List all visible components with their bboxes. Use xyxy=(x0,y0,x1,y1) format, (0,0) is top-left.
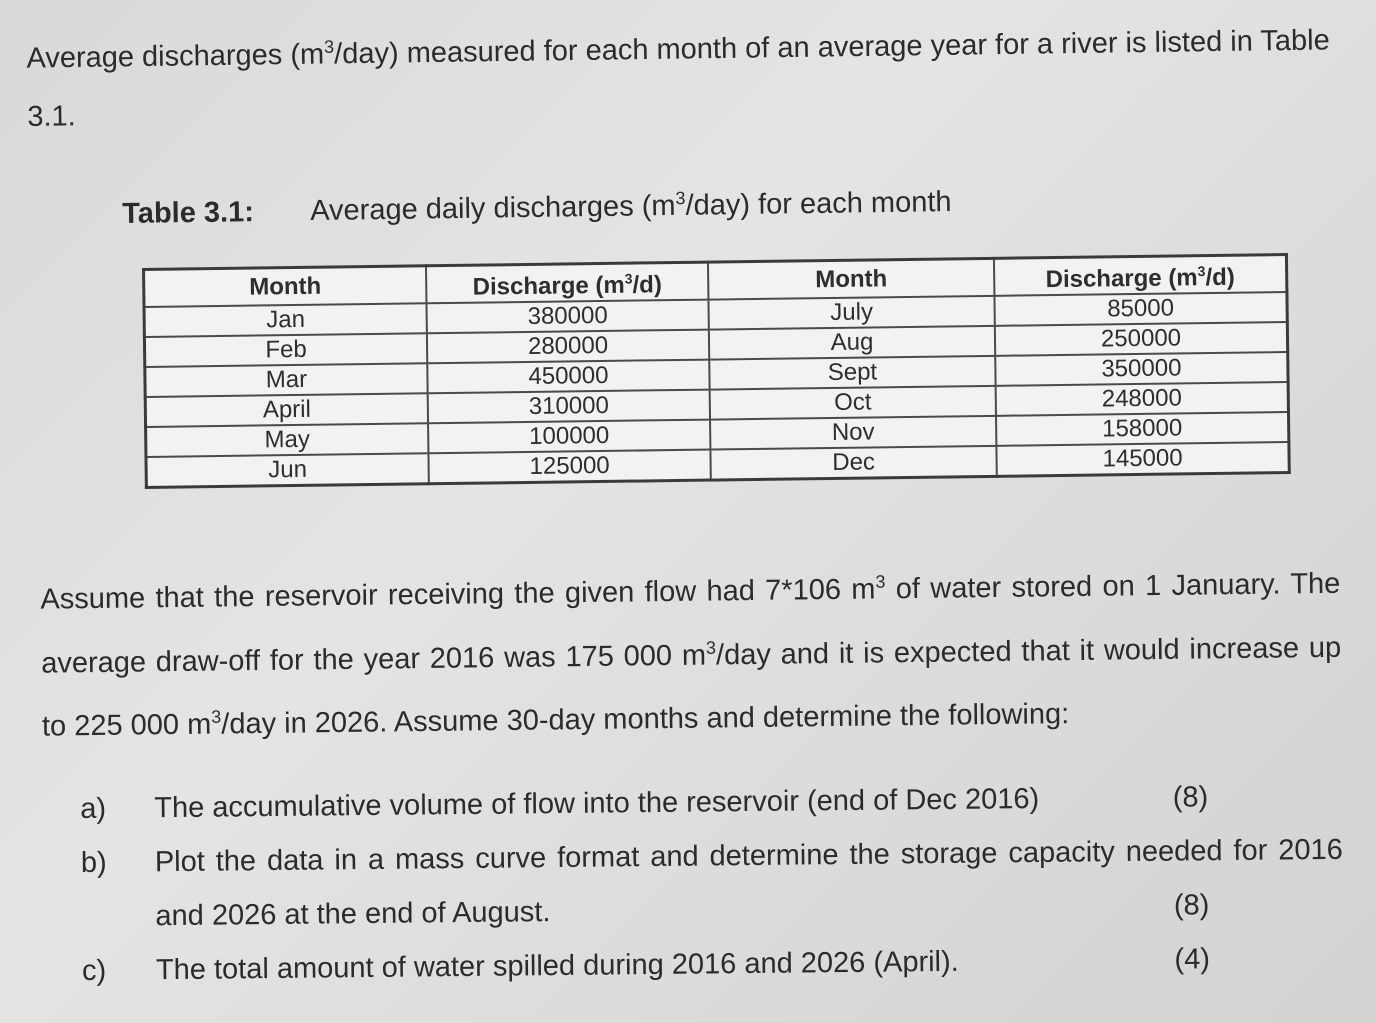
cell-month-left: May xyxy=(146,423,429,457)
discharge-table-wrapper xyxy=(142,253,1291,489)
intro-text-start: Average discharges (m xyxy=(26,38,325,75)
question-letter: c) xyxy=(81,954,107,987)
cell-discharge-left: 450000 xyxy=(427,360,709,394)
intro-unit-superscript: 3 xyxy=(323,36,335,57)
cell-discharge-left: 280000 xyxy=(427,330,709,364)
header-discharge-right-text: Discharge (m xyxy=(1045,264,1198,294)
cell-discharge-left: 380000 xyxy=(426,300,708,334)
header-discharge-left-unit: /d) xyxy=(632,271,663,299)
table-caption xyxy=(122,184,952,230)
assumption-sup-1: 3 xyxy=(875,571,886,592)
assumption-text xyxy=(40,548,1342,755)
header-discharge-right-unit: /d) xyxy=(1205,263,1235,292)
assumption-text-part-4: /day in 2026. Assume 30-day months and determine the following: xyxy=(221,698,1070,741)
cell-discharge-left: 310000 xyxy=(428,390,710,424)
cell-month-right: Oct xyxy=(710,386,996,420)
question-list xyxy=(80,769,1344,998)
cell-discharge-right: 350000 xyxy=(995,352,1288,386)
question-text: Plot the data in a mass curve format and determine the storage capacity needed for 2016 and 2026 at the end of August. xyxy=(154,833,1343,933)
intro-paragraph xyxy=(26,4,1348,146)
header-discharge-right-sup: 3 xyxy=(1197,263,1206,280)
cell-discharge-right: 85000 xyxy=(994,292,1287,326)
cell-month-left: Jun xyxy=(146,453,429,487)
header-discharge-right xyxy=(994,255,1287,296)
header-month-right: Month xyxy=(708,258,994,299)
assumption-sup-3: 3 xyxy=(211,707,222,728)
cell-month-right: Aug xyxy=(709,326,995,360)
cell-month-left: Mar xyxy=(145,363,428,397)
cell-month-left: April xyxy=(145,393,428,427)
question-marks: (4) xyxy=(1174,943,1211,976)
cell-month-right: Nov xyxy=(710,416,996,450)
cell-discharge-right: 250000 xyxy=(995,322,1288,356)
header-discharge-left xyxy=(426,262,708,303)
assumption-sup-2: 3 xyxy=(705,637,717,658)
table-caption-title-end: /day) for each month xyxy=(685,186,952,222)
assumption-paragraph xyxy=(40,548,1342,755)
assumption-text-part-1: Assume that the reservoir receiving the given flow had 7*106 m xyxy=(40,573,876,616)
header-discharge-left-text: Discharge (m xyxy=(472,271,625,301)
cell-month-left: Jan xyxy=(144,303,427,337)
question-text: The accumulative volume of flow into the reservoir (end of Dec 2016) xyxy=(154,782,1040,825)
cell-discharge-right: 158000 xyxy=(996,412,1289,446)
question-marks: (8) xyxy=(1173,889,1210,922)
question-item xyxy=(81,823,1344,944)
question-letter: a) xyxy=(80,792,107,825)
cell-discharge-left: 125000 xyxy=(428,450,710,484)
discharge-table xyxy=(142,253,1291,489)
header-month-left: Month xyxy=(144,266,427,307)
assumption-text-part-3: /day and it is expected that it would increase up to 225 000 m xyxy=(41,631,1342,743)
intro-text-end: /day) measured for each month of an average year for a river is listed in Table 3.1. xyxy=(27,24,1330,133)
assumption-text-part-2: of water stored on 1 January. The average draw-off for the year 2016 was 175 000 m xyxy=(41,567,1341,680)
table-caption-title-start: Average daily discharges (m xyxy=(310,189,676,228)
cell-discharge-right: 248000 xyxy=(996,382,1289,416)
table-caption-label: Table 3.1: xyxy=(122,195,255,230)
question-letter: b) xyxy=(80,846,107,879)
table-caption-superscript: 3 xyxy=(675,188,686,209)
cell-month-right: July xyxy=(708,296,994,330)
cell-month-right: Sept xyxy=(709,356,995,390)
cell-discharge-left: 100000 xyxy=(428,420,710,454)
cell-month-right: Dec xyxy=(710,446,996,480)
question-marks: (8) xyxy=(1172,781,1209,814)
cell-discharge-right: 145000 xyxy=(996,442,1289,476)
header-discharge-left-sup: 3 xyxy=(624,270,633,287)
cell-month-left: Feb xyxy=(144,333,427,367)
question-text: The total amount of water spilled during 2016 and 2026 (April). xyxy=(155,945,959,987)
